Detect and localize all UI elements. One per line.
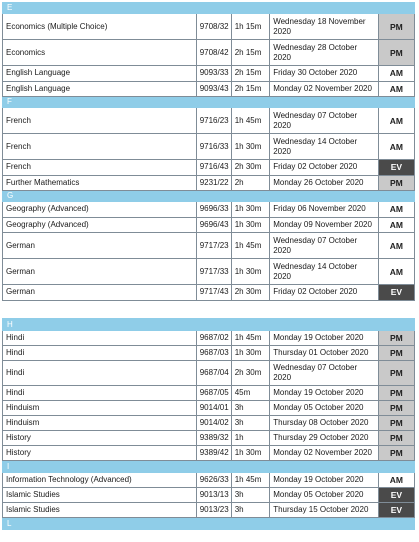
session-cell: AM: [378, 202, 414, 218]
exam-timetable-e-g: [2, 2, 415, 301]
paper-code-cell: 9093/33: [196, 66, 231, 82]
duration-cell: 3h: [231, 503, 270, 518]
paper-code-cell: 9717/33: [196, 259, 231, 285]
duration-cell: 1h 45m: [231, 233, 270, 259]
session-cell: AM: [378, 473, 414, 488]
paper-code-cell: 9687/02: [196, 331, 231, 346]
section-header: [3, 3, 415, 14]
section-letter: L: [3, 518, 415, 530]
date-cell: Thursday 29 October 2020: [270, 431, 379, 446]
exam-row: [3, 108, 415, 134]
subject-cell: Information Technology (Advanced): [3, 473, 197, 488]
exam-row: [3, 202, 415, 218]
session-cell: PM: [378, 40, 414, 66]
date-cell: Monday 19 October 2020: [270, 473, 379, 488]
date-cell: Monday 05 October 2020: [270, 488, 379, 503]
paper-code-cell: 9626/33: [196, 473, 231, 488]
paper-code-cell: 9389/42: [196, 446, 231, 461]
subject-cell: Economics: [3, 40, 197, 66]
date-cell: Monday 19 October 2020: [270, 386, 379, 401]
exam-row: [3, 160, 415, 176]
exam-row: [3, 285, 415, 301]
session-cell: EV: [378, 503, 414, 518]
date-cell: Friday 30 October 2020: [270, 66, 379, 82]
subject-cell: German: [3, 259, 197, 285]
subject-cell: French: [3, 134, 197, 160]
duration-cell: 1h 30m: [231, 259, 270, 285]
subject-cell: History: [3, 431, 197, 446]
subject-cell: Geography (Advanced): [3, 217, 197, 233]
date-cell: Monday 19 October 2020: [270, 331, 379, 346]
paper-code-cell: 9013/13: [196, 488, 231, 503]
section-letter: H: [3, 319, 415, 331]
section-header: [3, 191, 415, 202]
duration-cell: 2h 15m: [231, 40, 270, 66]
subject-cell: Hindi: [3, 346, 197, 361]
subject-cell: English Language: [3, 81, 197, 97]
paper-code-cell: 9687/04: [196, 361, 231, 386]
exam-row: [3, 346, 415, 361]
subject-cell: History: [3, 446, 197, 461]
paper-code-cell: 9389/32: [196, 431, 231, 446]
date-cell: Wednesday 14 October 2020: [270, 259, 379, 285]
subject-cell: German: [3, 285, 197, 301]
section-header: [3, 319, 415, 331]
date-cell: Thursday 08 October 2020: [270, 416, 379, 431]
section-header: [3, 518, 415, 530]
subject-cell: Hindi: [3, 331, 197, 346]
duration-cell: 1h: [231, 431, 270, 446]
date-cell: Monday 09 November 2020: [270, 217, 379, 233]
session-cell: PM: [378, 446, 414, 461]
duration-cell: 1h 45m: [231, 473, 270, 488]
session-cell: AM: [378, 259, 414, 285]
exam-row: [3, 416, 415, 431]
subject-cell: Economics (Multiple Choice): [3, 14, 197, 40]
session-cell: AM: [378, 134, 414, 160]
session-cell: PM: [378, 346, 414, 361]
date-cell: Monday 02 November 2020: [270, 446, 379, 461]
paper-code-cell: 9093/43: [196, 81, 231, 97]
paper-code-cell: 9716/33: [196, 134, 231, 160]
duration-cell: 1h 30m: [231, 446, 270, 461]
paper-code-cell: 9717/23: [196, 233, 231, 259]
session-cell: AM: [378, 233, 414, 259]
session-cell: EV: [378, 285, 414, 301]
duration-cell: 1h 45m: [231, 331, 270, 346]
subject-cell: English Language: [3, 66, 197, 82]
date-cell: Wednesday 07 October 2020: [270, 361, 379, 386]
session-cell: PM: [378, 401, 414, 416]
exam-row: [3, 259, 415, 285]
paper-code-cell: 9708/32: [196, 14, 231, 40]
exam-row: [3, 431, 415, 446]
duration-cell: 2h: [231, 175, 270, 191]
exam-row: [3, 66, 415, 82]
date-cell: Monday 02 November 2020: [270, 81, 379, 97]
session-cell: AM: [378, 108, 414, 134]
exam-row: [3, 488, 415, 503]
duration-cell: 2h 30m: [231, 160, 270, 176]
exam-row: [3, 81, 415, 97]
date-cell: Wednesday 07 October 2020: [270, 233, 379, 259]
exam-row: [3, 473, 415, 488]
duration-cell: 3h: [231, 401, 270, 416]
date-cell: Friday 02 October 2020: [270, 285, 379, 301]
duration-cell: 1h 30m: [231, 217, 270, 233]
subject-cell: German: [3, 233, 197, 259]
session-cell: PM: [378, 14, 414, 40]
section-header: [3, 461, 415, 473]
duration-cell: 1h 30m: [231, 134, 270, 160]
date-cell: Monday 05 October 2020: [270, 401, 379, 416]
date-cell: Friday 06 November 2020: [270, 202, 379, 218]
duration-cell: 45m: [231, 386, 270, 401]
paper-code-cell: 9716/23: [196, 108, 231, 134]
section-letter: E: [3, 3, 415, 14]
paper-code-cell: 9014/02: [196, 416, 231, 431]
date-cell: Wednesday 14 October 2020: [270, 134, 379, 160]
paper-code-cell: 9231/22: [196, 175, 231, 191]
paper-code-cell: 9687/05: [196, 386, 231, 401]
duration-cell: 1h 15m: [231, 14, 270, 40]
exam-row: [3, 175, 415, 191]
duration-cell: 2h 15m: [231, 81, 270, 97]
session-cell: EV: [378, 488, 414, 503]
exam-row: [3, 14, 415, 40]
duration-cell: 1h 30m: [231, 346, 270, 361]
subject-cell: Further Mathematics: [3, 175, 197, 191]
subject-cell: Hindi: [3, 361, 197, 386]
duration-cell: 3h: [231, 488, 270, 503]
paper-code-cell: 9696/33: [196, 202, 231, 218]
date-cell: Thursday 01 October 2020: [270, 346, 379, 361]
paper-code-cell: 9013/23: [196, 503, 231, 518]
paper-code-cell: 9717/43: [196, 285, 231, 301]
exam-row: [3, 233, 415, 259]
session-cell: PM: [378, 331, 414, 346]
session-cell: AM: [378, 66, 414, 82]
paper-code-cell: 9014/01: [196, 401, 231, 416]
subject-cell: Hinduism: [3, 401, 197, 416]
paper-code-cell: 9716/43: [196, 160, 231, 176]
exam-row: [3, 401, 415, 416]
section-letter: G: [3, 191, 415, 202]
exam-row: [3, 446, 415, 461]
section-letter: F: [3, 97, 415, 108]
exam-row: [3, 386, 415, 401]
duration-cell: 1h 45m: [231, 108, 270, 134]
subject-cell: Hinduism: [3, 416, 197, 431]
date-cell: Wednesday 28 October 2020: [270, 40, 379, 66]
session-cell: AM: [378, 217, 414, 233]
duration-cell: 2h 30m: [231, 361, 270, 386]
date-cell: Wednesday 18 November 2020: [270, 14, 379, 40]
subject-cell: Geography (Advanced): [3, 202, 197, 218]
section-header: [3, 97, 415, 108]
duration-cell: 3h: [231, 416, 270, 431]
session-cell: PM: [378, 175, 414, 191]
session-cell: PM: [378, 386, 414, 401]
paper-code-cell: 9696/43: [196, 217, 231, 233]
session-cell: AM: [378, 81, 414, 97]
subject-cell: Hindi: [3, 386, 197, 401]
paper-code-cell: 9687/03: [196, 346, 231, 361]
duration-cell: 2h 15m: [231, 66, 270, 82]
date-cell: Thursday 15 October 2020: [270, 503, 379, 518]
exam-row: [3, 361, 415, 386]
session-cell: PM: [378, 431, 414, 446]
exam-timetable-h-l: [2, 318, 415, 530]
subject-cell: Islamic Studies: [3, 488, 197, 503]
paper-code-cell: 9708/42: [196, 40, 231, 66]
subject-cell: Islamic Studies: [3, 503, 197, 518]
section-letter: I: [3, 461, 415, 473]
session-cell: PM: [378, 361, 414, 386]
date-cell: Monday 26 October 2020: [270, 175, 379, 191]
exam-row: [3, 40, 415, 66]
exam-row: [3, 134, 415, 160]
exam-row: [3, 503, 415, 518]
session-cell: EV: [378, 160, 414, 176]
exam-row: [3, 217, 415, 233]
exam-row: [3, 331, 415, 346]
date-cell: Wednesday 07 October 2020: [270, 108, 379, 134]
duration-cell: 2h 30m: [231, 285, 270, 301]
subject-cell: French: [3, 108, 197, 134]
duration-cell: 1h 30m: [231, 202, 270, 218]
session-cell: PM: [378, 416, 414, 431]
date-cell: Friday 02 October 2020: [270, 160, 379, 176]
subject-cell: French: [3, 160, 197, 176]
